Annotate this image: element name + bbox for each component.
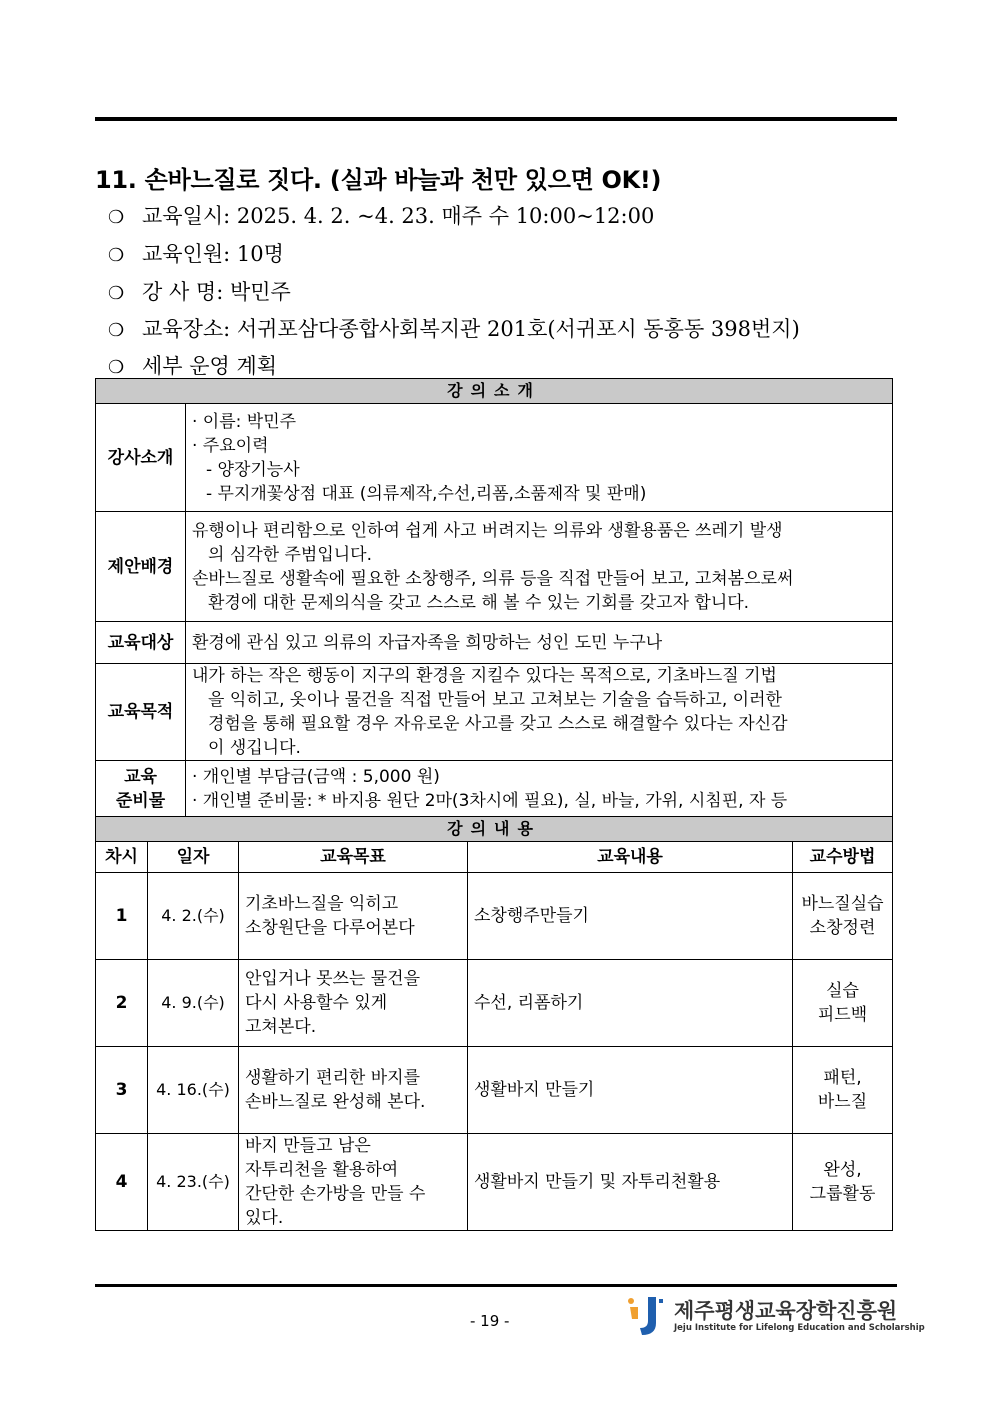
- session-number: 1: [96, 873, 148, 960]
- purpose-line: 이 생깁니다.: [208, 738, 301, 758]
- session-content: 수선, 리폼하기: [468, 960, 793, 1047]
- goal-line: 다시 사용할수 있게: [245, 993, 388, 1013]
- background-line: 손바느질로 생활속에 필요한 소창행주, 의류 등을 직접 만들어 보고, 고쳐봄으로써: [192, 568, 794, 589]
- purpose-text: [186, 664, 893, 761]
- session-number: 4: [96, 1134, 148, 1231]
- goal-line: 간단한 손가방을 만들 수: [245, 1184, 426, 1204]
- info-text: 교육인원: 10명: [142, 242, 284, 266]
- background-text: [186, 512, 893, 622]
- instructor-details: [186, 404, 893, 512]
- goal-line: 생활하기 편리한 바지를: [245, 1068, 421, 1088]
- bottom-rule: [95, 1284, 897, 1287]
- col-header-method: 교수방법: [793, 842, 893, 873]
- plan-table: [95, 378, 893, 1231]
- supplies-label-line: 교육: [124, 766, 157, 787]
- session-date: 4. 16.(수): [148, 1047, 239, 1134]
- session-method: [793, 1047, 893, 1134]
- bullet-icon: ❍: [108, 245, 125, 266]
- info-text: 강 사 명: 박민주: [142, 280, 291, 304]
- section-title: 11. 손바느질로 짓다. (실과 바늘과 천만 있으면 OK!): [95, 166, 662, 194]
- supplies-text: [186, 761, 893, 817]
- method-line: 바느질실습: [801, 894, 884, 914]
- info-text: 교육일시: 2025. 4. 2. ~4. 23. 매주 수 10:00~12:00: [142, 204, 655, 228]
- info-capacity: [108, 238, 284, 268]
- background-label: 제안배경: [96, 512, 186, 622]
- background-line: 환경에 대한 문제의식을 갖고 스스로 해 볼 수 있는 기회를 갖고자 합니다.: [208, 592, 750, 613]
- target-label: 교육대상: [96, 622, 186, 664]
- bullet-icon: ❍: [108, 320, 125, 341]
- goal-line: 소창원단을 다루어본다: [245, 918, 415, 938]
- session-content: 생활바지 만들기: [468, 1047, 793, 1134]
- col-header-date: 일자: [148, 842, 239, 873]
- method-line: 바느질: [817, 1092, 868, 1112]
- table-row: [96, 1134, 893, 1231]
- session-goal: [239, 873, 468, 960]
- session-date: 4. 9.(수): [148, 960, 239, 1047]
- table-row: [96, 1047, 893, 1134]
- session-method: [793, 1134, 893, 1231]
- intro-section-header: 강의소개: [96, 379, 893, 404]
- purpose-line: 경험을 통해 필요할 경우 자유로운 사고를 갖고 스스로 해결할수 있다는 자신감: [208, 714, 788, 734]
- session-content: 생활바지 만들기 및 자투리천활용: [468, 1134, 793, 1231]
- supplies-label: [96, 761, 186, 817]
- method-line: 완성,: [823, 1160, 862, 1180]
- session-method: [793, 873, 893, 960]
- info-text: 세부 운영 계획: [142, 354, 278, 378]
- session-date: 4. 2.(수): [148, 873, 239, 960]
- instructor-line: - 무지개꽃상점 대표 (의류제작,수선,리폼,소품제작 및 판매): [206, 483, 647, 504]
- bullet-icon: ❍: [108, 357, 125, 378]
- org-logo-icon: [626, 1293, 666, 1337]
- target-text: 환경에 관심 있고 의류의 자급자족을 희망하는 성인 도민 누구나: [186, 622, 893, 664]
- col-header-goal: 교육목표: [239, 842, 468, 873]
- session-number: 2: [96, 960, 148, 1047]
- goal-line: 고쳐본다.: [245, 1017, 317, 1037]
- goal-line: 안입거나 못쓰는 물건을: [245, 969, 421, 989]
- instructor-line: · 주요이력: [192, 435, 269, 456]
- info-plan: [108, 350, 277, 380]
- table-row: [96, 873, 893, 960]
- method-line: 소창정련: [809, 918, 876, 938]
- goal-line: 있다.: [245, 1208, 284, 1228]
- purpose-line: 을 익히고, 옷이나 물건을 직접 만들어 보고 고쳐보는 기술을 습득하고, 이러한: [208, 690, 782, 710]
- bullet-icon: ❍: [108, 283, 125, 304]
- background-line: 의 심각한 주범입니다.: [208, 544, 373, 565]
- col-header-content: 교육내용: [468, 842, 793, 873]
- top-rule: [95, 117, 897, 121]
- info-instructor: [108, 276, 291, 306]
- purpose-label: 교육목적: [96, 664, 186, 761]
- goal-line: 손바느질로 완성해 본다.: [245, 1092, 426, 1112]
- bullet-icon: ❍: [108, 207, 125, 228]
- table-row: [96, 960, 893, 1047]
- instructor-label: 강사소개: [96, 404, 186, 512]
- goal-line: 자투리천을 활용하여: [245, 1160, 399, 1180]
- goal-line: 바지 만들고 남은: [245, 1136, 371, 1156]
- purpose-line: 내가 하는 작은 행동이 지구의 환경을 지킬수 있다는 목적으로, 기초바느질 기법: [192, 666, 777, 686]
- org-logo: [626, 1293, 925, 1341]
- org-name-english: Jeju Institute for Lifelong Education and Scholarship: [674, 1323, 925, 1333]
- session-goal: [239, 1134, 468, 1231]
- session-goal: [239, 960, 468, 1047]
- instructor-line: - 양장기능사: [206, 459, 300, 480]
- method-line: 실습: [826, 981, 859, 1001]
- session-goal: [239, 1047, 468, 1134]
- content-section-header: 강의내용: [96, 817, 893, 842]
- session-content: 소창행주만들기: [468, 873, 793, 960]
- method-line: 피드백: [817, 1005, 868, 1025]
- info-location: [108, 313, 800, 343]
- method-line: 패턴,: [823, 1068, 862, 1088]
- supplies-line: · 개인별 부담금(금액 : 5,000 원): [192, 766, 440, 787]
- supplies-label-line: 준비물: [115, 790, 166, 811]
- session-method: [793, 960, 893, 1047]
- info-text: 교육장소: 서귀포삼다종합사회복지관 201호(서귀포시 동홍동 398번지): [142, 317, 800, 341]
- session-date: 4. 23.(수): [148, 1134, 239, 1231]
- supplies-line: · 개인별 준비물: * 바지용 원단 2마(3차시에 필요), 실, 바늘, 가위, 시침핀, 자 등: [192, 790, 788, 811]
- page-number: - 19 -: [470, 1312, 510, 1330]
- session-number: 3: [96, 1047, 148, 1134]
- goal-line: 기초바느질을 익히고: [245, 894, 399, 914]
- background-line: 유행이나 편리함으로 인하여 쉽게 사고 버려지는 의류와 생활용품은 쓰레기 발생: [192, 520, 783, 541]
- instructor-line: · 이름: 박민주: [192, 411, 297, 432]
- col-header-session: 차시: [96, 842, 148, 873]
- info-date: [108, 200, 654, 230]
- org-name: 제주평생교육장학진흥원: [674, 1299, 898, 1323]
- method-line: 그룹활동: [809, 1184, 876, 1204]
